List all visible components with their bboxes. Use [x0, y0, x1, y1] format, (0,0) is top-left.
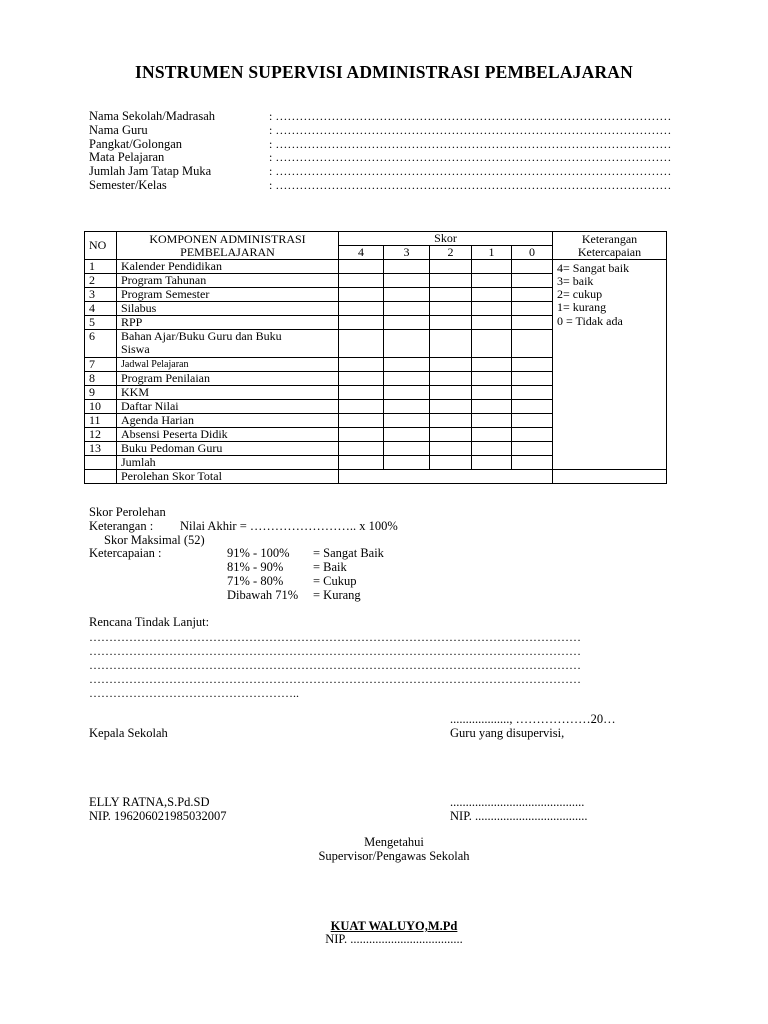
score-column-label: 2 [430, 246, 472, 260]
row-component: Daftar Nilai [117, 400, 339, 414]
row-component: Buku Pedoman Guru [117, 442, 339, 456]
score-cell[interactable] [384, 330, 430, 358]
score-cell[interactable] [512, 260, 553, 274]
row-component: Agenda Harian [117, 414, 339, 428]
supervisor-title: Supervisor/Pengawas Sekolah [318, 849, 470, 863]
follow-up-line[interactable]: …………………………………………………………………………………………………………… [89, 658, 581, 672]
formula-text: Nilai Akhir = …………………….. x 100% [180, 519, 398, 533]
row-number: 2 [85, 274, 117, 288]
no-header: NO [85, 232, 117, 260]
score-cell[interactable] [472, 456, 512, 470]
form-value-field[interactable]: : ……………………………………………………………………………………… [269, 109, 672, 123]
score-cell[interactable] [430, 428, 472, 442]
formula-label: Keterangan : [89, 519, 154, 533]
row-component: RPP [117, 316, 339, 330]
score-cell[interactable] [512, 358, 553, 372]
score-cell[interactable] [430, 274, 472, 288]
row-component: Silabus [117, 302, 339, 316]
score-cell[interactable] [339, 330, 384, 358]
row-component: Absensi Peserta Didik [117, 428, 339, 442]
table-header-row [85, 232, 667, 246]
row-component: Program Penilaian [117, 372, 339, 386]
form-label: Pangkat/Golongan [89, 137, 183, 151]
score-cell[interactable] [472, 414, 512, 428]
score-cell[interactable] [512, 414, 553, 428]
achievement-range: Dibawah 71% [227, 588, 299, 602]
row-number: 4 [85, 302, 117, 316]
formula-denominator: Skor Maksimal (52) [104, 533, 205, 547]
form-label: Nama Guru [89, 123, 148, 137]
score-cell[interactable] [472, 288, 512, 302]
score-cell[interactable] [512, 400, 553, 414]
score-cell[interactable] [384, 414, 430, 428]
score-cell[interactable] [384, 358, 430, 372]
row-number: 3 [85, 288, 117, 302]
score-cell[interactable] [512, 456, 553, 470]
achievement-result: = Baik [313, 560, 347, 574]
score-cell[interactable] [512, 428, 553, 442]
score-cell[interactable] [384, 260, 430, 274]
form-label: Jumlah Jam Tatap Muka [89, 164, 212, 178]
score-cell[interactable] [430, 400, 472, 414]
score-cell[interactable] [430, 302, 472, 316]
grand-total-note-cell[interactable] [553, 470, 667, 484]
score-cell[interactable] [430, 414, 472, 428]
score-cell[interactable] [384, 386, 430, 400]
form-value-field[interactable]: : ……………………………………………………………………………………… [269, 123, 672, 137]
row-number: 9 [85, 386, 117, 400]
grand-total-row [85, 470, 667, 484]
row-component: Bahan Ajar/Buku Guru dan Buku Siswa [117, 330, 339, 358]
page-title: INSTRUMEN SUPERVISI ADMINISTRASI PEMBELAJARAN [135, 62, 633, 82]
grand-total-label: Perolehan Skor Total [117, 470, 339, 484]
row-number: 10 [85, 400, 117, 414]
score-cell[interactable] [430, 316, 472, 330]
score-cell[interactable] [339, 400, 384, 414]
form-label: Mata Pelajaran [89, 150, 165, 164]
follow-up-label: Rencana Tindak Lanjut: [89, 615, 210, 629]
score-cell[interactable] [512, 442, 553, 456]
score-cell[interactable] [472, 358, 512, 372]
score-cell[interactable] [430, 442, 472, 456]
acknowledge-label: Mengetahui [364, 835, 424, 849]
achievement-range: 91% - 100% [227, 546, 290, 560]
score-cell[interactable] [512, 316, 553, 330]
score-cell[interactable] [339, 274, 384, 288]
achievement-label: Ketercapaian : [89, 546, 162, 560]
row-number: 6 [85, 330, 117, 358]
score-cell[interactable] [512, 386, 553, 400]
legend-item: 0 = Tidak ada [557, 314, 623, 328]
score-column-label: 3 [384, 246, 430, 260]
score-cell[interactable] [384, 288, 430, 302]
achievement-range: 71% - 80% [227, 574, 284, 588]
score-column-label: 1 [472, 246, 512, 260]
achievement-result: = Kurang [313, 588, 361, 602]
row-number: 13 [85, 442, 117, 456]
follow-up-line[interactable]: …………………………………………….. [89, 686, 299, 700]
score-cell[interactable] [384, 274, 430, 288]
score-cell[interactable] [472, 428, 512, 442]
note-header: Keterangan Ketercapaian [553, 232, 667, 260]
score-cell[interactable] [512, 330, 553, 358]
score-cell[interactable] [339, 260, 384, 274]
score-cell[interactable] [472, 372, 512, 386]
formula-numerator: Skor Perolehan [89, 505, 166, 519]
legend-item: 3= baik [557, 274, 594, 288]
score-cell[interactable] [472, 386, 512, 400]
score-cell[interactable] [512, 302, 553, 316]
form-value-field[interactable]: : ……………………………………………………………………………………… [269, 178, 672, 192]
achievement-result: = Sangat Baik [313, 546, 384, 560]
table-row [85, 260, 667, 274]
score-cell[interactable] [384, 400, 430, 414]
score-cell[interactable] [339, 316, 384, 330]
score-cell[interactable] [472, 274, 512, 288]
form-label: Semester/Kelas [89, 178, 167, 192]
score-cell[interactable] [430, 456, 472, 470]
score-cell[interactable] [339, 386, 384, 400]
row-number: 1 [85, 260, 117, 274]
grand-total-cell[interactable] [339, 470, 553, 484]
form-value-field[interactable]: : ……………………………………………………………………………………… [269, 164, 672, 178]
form-value-field[interactable]: : ……………………………………………………………………………………… [269, 137, 672, 151]
supervisor-nip-field[interactable]: NIP. .................................... [325, 932, 463, 946]
achievement-range: 81% - 90% [227, 560, 284, 574]
score-cell[interactable] [512, 274, 553, 288]
supervisor-name: KUAT WALUYO,M.Pd [330, 919, 458, 933]
score-cell[interactable] [472, 260, 512, 274]
score-cell[interactable] [472, 316, 512, 330]
score-cell[interactable] [339, 372, 384, 386]
score-cell[interactable] [384, 302, 430, 316]
signature-date[interactable]: ..................., ………………20… [450, 712, 616, 726]
assessment-table [84, 231, 667, 484]
total-label: Jumlah [117, 456, 339, 470]
row-component: Jadwal Pelajaran [117, 358, 339, 372]
score-cell[interactable] [384, 428, 430, 442]
row-number: 12 [85, 428, 117, 442]
headmaster-nip: NIP. 196206021985032007 [89, 809, 227, 823]
score-cell[interactable] [339, 288, 384, 302]
score-cell[interactable] [384, 372, 430, 386]
score-cell[interactable] [512, 288, 553, 302]
score-cell[interactable] [384, 316, 430, 330]
row-component: Kalender Pendidikan [117, 260, 339, 274]
row-number: 5 [85, 316, 117, 330]
score-cell[interactable] [430, 288, 472, 302]
score-cell[interactable] [339, 442, 384, 456]
score-column-label: 0 [512, 246, 553, 260]
row-number: 7 [85, 358, 117, 372]
score-cell[interactable] [472, 330, 512, 358]
teacher-title: Guru yang disupervisi, [450, 726, 565, 740]
score-cell[interactable] [339, 358, 384, 372]
score-cell[interactable] [339, 414, 384, 428]
score-column-label: 4 [339, 246, 384, 260]
headmaster-title: Kepala Sekolah [89, 726, 168, 740]
score-cell[interactable] [430, 372, 472, 386]
score-cell[interactable] [472, 442, 512, 456]
legend-item: 4= Sangat baik [557, 261, 630, 275]
row-number: 8 [85, 372, 117, 386]
teacher-nip-field[interactable]: NIP. .................................... [450, 809, 588, 823]
score-cell[interactable] [430, 358, 472, 372]
legend-item: 1= kurang [557, 300, 607, 314]
form-value-field[interactable]: : ……………………………………………………………………………………… [269, 150, 672, 164]
score-cell[interactable] [339, 456, 384, 470]
follow-up-line[interactable]: …………………………………………………………………………………………………………… [89, 630, 581, 644]
score-cell[interactable] [430, 260, 472, 274]
score-cell[interactable] [430, 330, 472, 358]
form-label: Nama Sekolah/Madrasah [89, 109, 216, 123]
follow-up-line[interactable]: …………………………………………………………………………………………………………… [89, 644, 581, 658]
achievement-result: = Cukup [313, 574, 357, 588]
score-cell[interactable] [384, 456, 430, 470]
score-cell[interactable] [472, 302, 512, 316]
teacher-name-field[interactable]: ........................................... [450, 795, 585, 809]
score-header: Skor [339, 232, 553, 246]
legend-item: 2= cukup [557, 287, 603, 301]
score-cell[interactable] [472, 400, 512, 414]
score-cell[interactable] [384, 442, 430, 456]
headmaster-name: ELLY RATNA,S.Pd.SD [89, 795, 210, 809]
score-cell[interactable] [430, 386, 472, 400]
row-component: Program Semester [117, 288, 339, 302]
component-header: KOMPONEN ADMINISTRASI PEMBELAJARAN [117, 232, 339, 260]
legend-cell [553, 260, 667, 470]
row-component: KKM [117, 386, 339, 400]
score-cell[interactable] [339, 302, 384, 316]
score-cell[interactable] [339, 428, 384, 442]
row-number: 11 [85, 414, 117, 428]
score-cell[interactable] [512, 372, 553, 386]
follow-up-line[interactable]: …………………………………………………………………………………………………………… [89, 672, 581, 686]
row-component: Program Tahunan [117, 274, 339, 288]
